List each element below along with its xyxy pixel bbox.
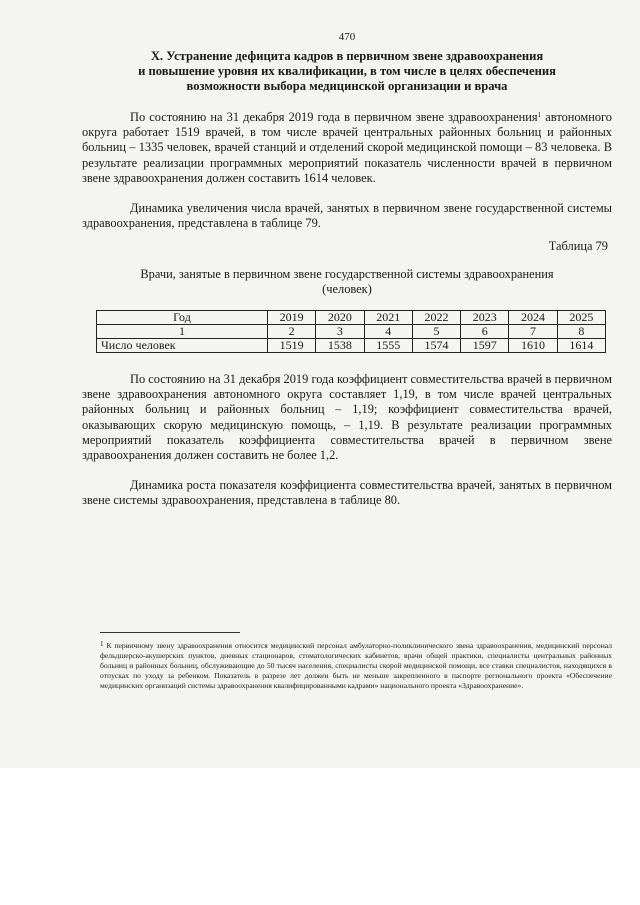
table-cell: 5 [412,325,460,339]
table-cell: 4 [364,325,412,339]
footnote [100,641,612,691]
table-cell: 8 [557,325,605,339]
table-cell: 2024 [509,311,557,325]
table-cell: 6 [461,325,509,339]
doctors-table [96,310,606,353]
heading-line-3: возможности выбора медицинской организации и врача [186,79,508,93]
paragraph-1-part-2: автономного округа работает 1519 врачей, в том числе врачей центральных районных больниц и районных больниц – 1335 человек, врачей станций и отделений скорой медицинской помощи – 83 человека. В результате реализации программных мероприятий показатель численности врачей в первичном звене здравоохранения должен составить 1614 человек. [82,110,612,185]
table-cell: 2020 [316,311,364,325]
table-cell: 1519 [268,339,316,353]
table-title-line-2: (человек) [322,282,372,296]
page-number: 470 [338,31,356,43]
table-cell: 7 [509,325,557,339]
table-cell: 3 [316,325,364,339]
footnote-text: К первичному звену здравоохранения относится медицинский персонал амбулаторно-поликлинического звена здравоохранения, медицинский персонал фельдшерско-акушерских пунктов, дневных стационаров, стоматологических кабинетов, врачи общей практики, специалисты центральных районных больниц и районных больниц, обслуживающие до 50 тысяч населения, специалисты скорой медицинской помощи, все ставки специалистов, находящихся в отпусках по уходу за ребенком. Показатель в разрезе лет должен быть не меньше закрепленного в паспорте регионального проекта «Обеспечение медицинских организаций системы здравоохранения квалифицированными кадрами» национального проекта «Здравоохранение». [100,641,612,690]
paragraph-coefficient [82,372,612,463]
footnote-marker: 1 [100,640,104,648]
table-cell: 1538 [316,339,364,353]
paragraph-1-part-1: По состоянию на 31 декабря 2019 года в первичном звене здравоохранения [130,110,538,124]
paragraph-3-text: По состоянию на 31 декабря 2019 года коэффициент совместительства врачей в первичном звене здравоохранения автономного округа составляет 1,19, в том числе врачей центральных районных больниц и районных больниц – 1,19; коэффициент совместительства врачей, оказывающих скорую медицинскую помощь, – 1,19. В результате реализации программных мероприятий показатель коэффициента совместительства врачей в первичном звене здравоохранения должен составить не более 1,2. [82,372,612,463]
table-index-row [97,325,606,339]
footnote-divider [100,632,240,633]
section-heading [82,49,612,94]
table-cell: 1597 [461,339,509,353]
paragraph-4-text: Динамика роста показателя коэффициента совместительства врачей, занятых в первичном звене системы здравоохранения, представлена в таблице 80. [82,478,612,508]
table-cell: 2019 [268,311,316,325]
paragraph-coefficient-dynamics [82,478,612,508]
table-cell: 2022 [412,311,460,325]
heading-line-2: и повышение уровня их квалификации, в том числе в целях обеспечения [138,64,556,78]
table-cell: 1614 [557,339,605,353]
table-number: Таблица 79 [548,239,608,253]
table-title [82,267,612,297]
paragraph-2-text: Динамика увеличения числа врачей, занятых в первичном звене государственной системы здравоохранения, представлена в таблице 79. [82,201,612,231]
table-cell: 1574 [412,339,460,353]
table-data-row [97,339,606,353]
table-cell: 1 [97,325,268,339]
table-cell: 2 [268,325,316,339]
table-cell: 2023 [461,311,509,325]
heading-line-1: X. Устранение дефицита кадров в первичном звене здравоохранения [150,49,544,63]
table-cell: 1555 [364,339,412,353]
table-cell: 2021 [364,311,412,325]
table-cell: Число человек [97,339,268,353]
table-title-line-1: Врачи, занятые в первичном звене государственной системы здравоохранения [140,267,554,281]
paragraph-dynamics [82,201,612,231]
paragraph-doctors-count [82,110,612,186]
table-cell: 1610 [509,339,557,353]
table-header-row [97,311,606,325]
table-cell: Год [97,311,268,325]
table-cell: 2025 [557,311,605,325]
footnote-reference: 1 [537,111,542,119]
